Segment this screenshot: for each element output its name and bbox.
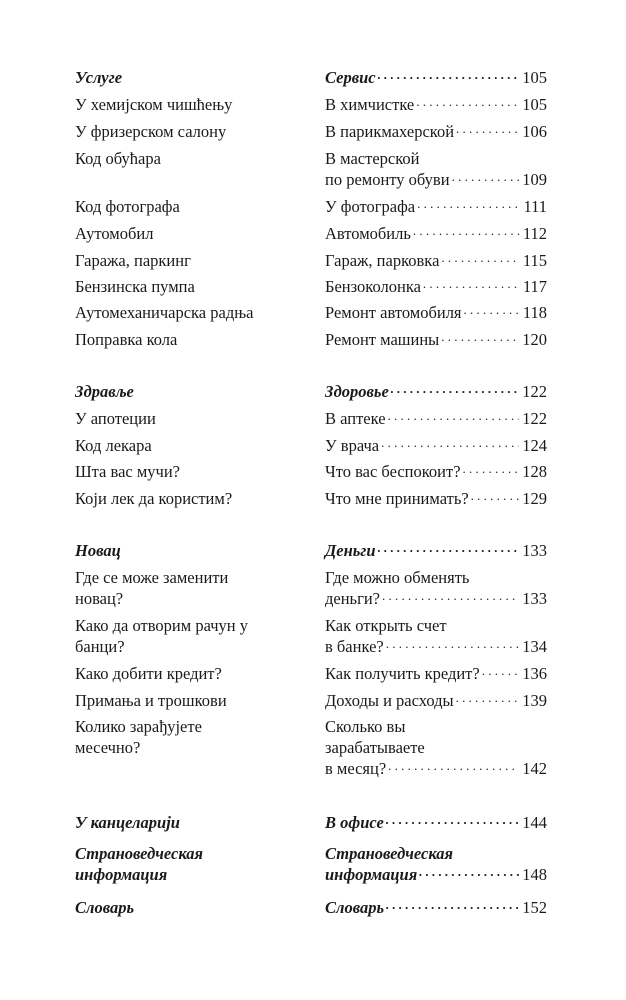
toc-line-russian: Как открыть счет — [325, 616, 447, 635]
toc-entry-russian — [325, 897, 547, 918]
toc-entry-serbian — [75, 435, 300, 456]
page-number: 105 — [522, 68, 547, 87]
toc-line-russian: Страноведческая — [325, 844, 454, 863]
page-number: 124 — [522, 436, 547, 455]
toc-entry-serbian — [75, 67, 300, 88]
toc-title-russian: Словарь — [325, 898, 385, 917]
page-number: 152 — [522, 898, 547, 917]
toc-line-russian — [325, 588, 547, 609]
toc-title-russian: У фотографа — [325, 197, 416, 216]
toc-line-serbian: Како да отворим рачун у — [75, 616, 248, 635]
toc-entry-russian — [325, 223, 547, 244]
toc-entry-serbian — [75, 716, 300, 758]
page-number: 115 — [522, 251, 547, 270]
toc-title-russian: Автомобиль — [325, 224, 411, 243]
dot-leader — [441, 250, 519, 266]
toc-title-russian: в банке? — [325, 637, 384, 656]
dot-leader — [413, 223, 520, 239]
toc-line-russian — [325, 276, 547, 297]
toc-line-serbian: Који лек да користим? — [75, 489, 233, 508]
page-number: 144 — [522, 813, 547, 832]
toc-entry-serbian — [75, 488, 300, 509]
dot-leader — [419, 864, 519, 880]
toc-entry-russian — [325, 488, 547, 509]
toc-entry-serbian — [75, 690, 300, 711]
toc-line-russian — [325, 121, 547, 142]
toc-entry-russian — [325, 250, 547, 271]
page-number: 105 — [522, 95, 547, 114]
toc-line-serbian: У канцеларији — [75, 813, 180, 832]
toc-line-serbian: Гаража, паркинг — [75, 251, 191, 270]
toc-line-russian — [325, 488, 547, 509]
toc-line-serbian: Како добити кредит? — [75, 664, 222, 683]
toc-title-russian: Как получить кредит? — [325, 664, 480, 683]
toc-title-russian: В химчистке — [325, 95, 415, 114]
toc-line-serbian: Примања и трошкови — [75, 691, 227, 710]
toc-entry-russian — [325, 94, 547, 115]
toc-entry-russian — [325, 663, 547, 684]
toc-entry-serbian — [75, 615, 300, 657]
toc-title-russian: Доходы и расходы — [325, 691, 454, 710]
page-number: 118 — [522, 303, 547, 322]
toc-title-russian: Гараж, парковка — [325, 251, 440, 270]
toc-title-russian: В парикмахерской — [325, 122, 455, 141]
toc-entry-serbian — [75, 381, 300, 402]
toc-line-russian — [325, 758, 547, 779]
toc-entry-russian — [325, 276, 547, 297]
dot-leader — [456, 121, 519, 137]
toc-entry-russian — [325, 196, 547, 217]
toc-title-russian: В аптеке — [325, 409, 386, 428]
toc-line-serbian: Колико зарађујете — [75, 717, 202, 736]
toc-line-russian — [325, 196, 547, 217]
toc-line-russian — [325, 329, 547, 350]
toc-entry-serbian — [75, 250, 300, 271]
toc-line-russian — [325, 169, 547, 190]
toc-line-serbian: Аутомобил — [75, 224, 154, 243]
toc-entry-serbian — [75, 148, 300, 169]
toc-line-russian — [325, 864, 547, 885]
toc-entry-serbian — [75, 812, 300, 833]
toc-line-russian — [325, 636, 547, 657]
toc-line-serbian: У апотеции — [75, 409, 156, 428]
toc-line-russian — [325, 94, 547, 115]
toc-entry-serbian — [75, 94, 300, 115]
page-number: 111 — [523, 197, 547, 216]
toc-entry-serbian — [75, 121, 300, 142]
page-number: 122 — [522, 382, 547, 401]
dot-leader — [382, 588, 519, 604]
toc-title-russian: Что мне принимать? — [325, 489, 469, 508]
toc-entry-serbian — [75, 897, 300, 918]
dot-leader — [386, 897, 519, 913]
page-number: 128 — [522, 462, 547, 481]
dot-leader — [416, 94, 519, 110]
toc-line-serbian: новац? — [75, 589, 124, 608]
toc-line-serbian: Аутомеханичарска радња — [75, 303, 254, 322]
dot-leader — [417, 196, 520, 212]
toc-entry-serbian — [75, 223, 300, 244]
toc-entry-serbian — [75, 408, 300, 429]
toc-line-russian — [325, 381, 547, 402]
page-number: 134 — [522, 637, 547, 656]
toc-title-russian: В офисе — [325, 813, 384, 832]
dot-leader — [463, 461, 520, 477]
toc-line-russian: Где можно обменять — [325, 568, 470, 587]
toc-line-serbian: Где се може заменити — [75, 568, 229, 587]
toc-line-serbian: информация — [75, 865, 168, 884]
dot-leader — [378, 540, 520, 556]
toc-title-russian: Деньги — [325, 541, 376, 560]
page-number: 109 — [522, 170, 547, 189]
page-number: 136 — [522, 664, 547, 683]
toc-line-serbian: Шта вас мучи? — [75, 462, 180, 481]
dot-leader — [471, 488, 520, 504]
toc-title-russian: Ремонт автомобиля — [325, 303, 462, 322]
toc-line-russian — [325, 223, 547, 244]
dot-leader — [388, 408, 520, 424]
toc-line-russian — [325, 250, 547, 271]
page-number: 117 — [522, 277, 547, 296]
toc-title-russian: деньги? — [325, 589, 380, 608]
toc-line-russian — [325, 690, 547, 711]
dot-leader — [482, 663, 520, 679]
toc-entry-russian — [325, 716, 547, 779]
toc-line-russian — [325, 435, 547, 456]
toc-entry-russian — [325, 67, 547, 88]
toc-entry-russian — [325, 381, 547, 402]
page-number: 142 — [522, 759, 547, 778]
toc-line-serbian: Словарь — [75, 898, 135, 917]
toc-entry-russian — [325, 615, 547, 657]
toc-line-russian: Сколько вы — [325, 717, 406, 736]
toc-line-serbian: Код лекара — [75, 436, 152, 455]
toc-entry-serbian — [75, 540, 300, 561]
toc-line-serbian: Страноведческая — [75, 844, 204, 863]
dot-leader — [456, 690, 520, 706]
toc-line-serbian: банци? — [75, 637, 125, 656]
toc-line-russian — [325, 540, 547, 561]
toc-line-russian — [325, 663, 547, 684]
dot-leader — [464, 302, 520, 318]
toc-line-serbian: Код фотографа — [75, 197, 180, 216]
toc-title-russian: Ремонт машины — [325, 330, 440, 349]
dot-leader — [381, 435, 519, 451]
toc-entry-serbian — [75, 843, 300, 885]
toc-line-serbian: Код обућара — [75, 149, 161, 168]
toc-title-russian: Бензоколонка — [325, 277, 421, 296]
toc-entry-russian — [325, 302, 547, 323]
toc-line-russian — [325, 897, 547, 918]
dot-leader — [441, 329, 519, 345]
toc-title-russian: Здоровье — [325, 382, 389, 401]
toc-line-russian: В мастерской — [325, 149, 420, 168]
toc-entry-serbian — [75, 276, 300, 297]
dot-leader — [423, 276, 520, 292]
dot-leader — [388, 758, 519, 774]
toc-entry-russian — [325, 690, 547, 711]
toc-line-serbian: Новац — [75, 541, 121, 560]
toc-line-serbian: У хемијском чишћењу — [75, 95, 233, 114]
toc-entry-russian — [325, 329, 547, 350]
page-number: 133 — [522, 589, 547, 608]
page-number: 120 — [522, 330, 547, 349]
toc-entry-russian — [325, 148, 547, 190]
toc-line-russian — [325, 812, 547, 833]
toc-entry-serbian — [75, 329, 300, 350]
page-number: 129 — [522, 489, 547, 508]
toc-entry-serbian — [75, 196, 300, 217]
dot-leader — [378, 67, 520, 83]
toc-title-russian: информация — [325, 865, 418, 884]
toc-entry-russian — [325, 843, 547, 885]
toc-line-russian — [325, 67, 547, 88]
toc-line-russian — [325, 461, 547, 482]
toc-line-serbian: Здравље — [75, 382, 134, 401]
toc-line-serbian: Услуге — [75, 68, 123, 87]
toc-entry-russian — [325, 435, 547, 456]
toc-entry-serbian — [75, 461, 300, 482]
dot-leader — [386, 636, 520, 652]
toc-title-russian: Что вас беспокоит? — [325, 462, 461, 481]
toc-title-russian: У врача — [325, 436, 380, 455]
dot-leader — [452, 169, 520, 185]
toc-line-serbian: месечно? — [75, 738, 141, 757]
page-number: 148 — [522, 865, 547, 884]
toc-entry-russian — [325, 408, 547, 429]
toc-line-russian — [325, 302, 547, 323]
page-number: 122 — [522, 409, 547, 428]
toc-line-serbian: У фризерском салону — [75, 122, 227, 141]
toc-line-russian — [325, 408, 547, 429]
page-number: 133 — [522, 541, 547, 560]
page-number: 112 — [522, 224, 547, 243]
toc-title-russian: Сервис — [325, 68, 376, 87]
dot-leader — [386, 812, 519, 828]
toc-entry-russian — [325, 567, 547, 609]
page-number: 106 — [522, 122, 547, 141]
toc-entry-russian — [325, 461, 547, 482]
toc-title-russian: в месяц? — [325, 759, 387, 778]
toc-entry-serbian — [75, 302, 300, 323]
page-number: 139 — [522, 691, 547, 710]
toc-entry-russian — [325, 121, 547, 142]
toc-entry-serbian — [75, 567, 300, 609]
dot-leader — [391, 381, 519, 397]
toc-entry-russian — [325, 540, 547, 561]
toc-entry-russian — [325, 812, 547, 833]
toc-line-russian: зарабатываете — [325, 738, 425, 757]
toc-title-russian: по ремонту обуви — [325, 170, 450, 189]
toc-line-serbian: Бензинска пумпа — [75, 277, 195, 296]
toc-line-serbian: Поправка кола — [75, 330, 178, 349]
toc-entry-serbian — [75, 663, 300, 684]
